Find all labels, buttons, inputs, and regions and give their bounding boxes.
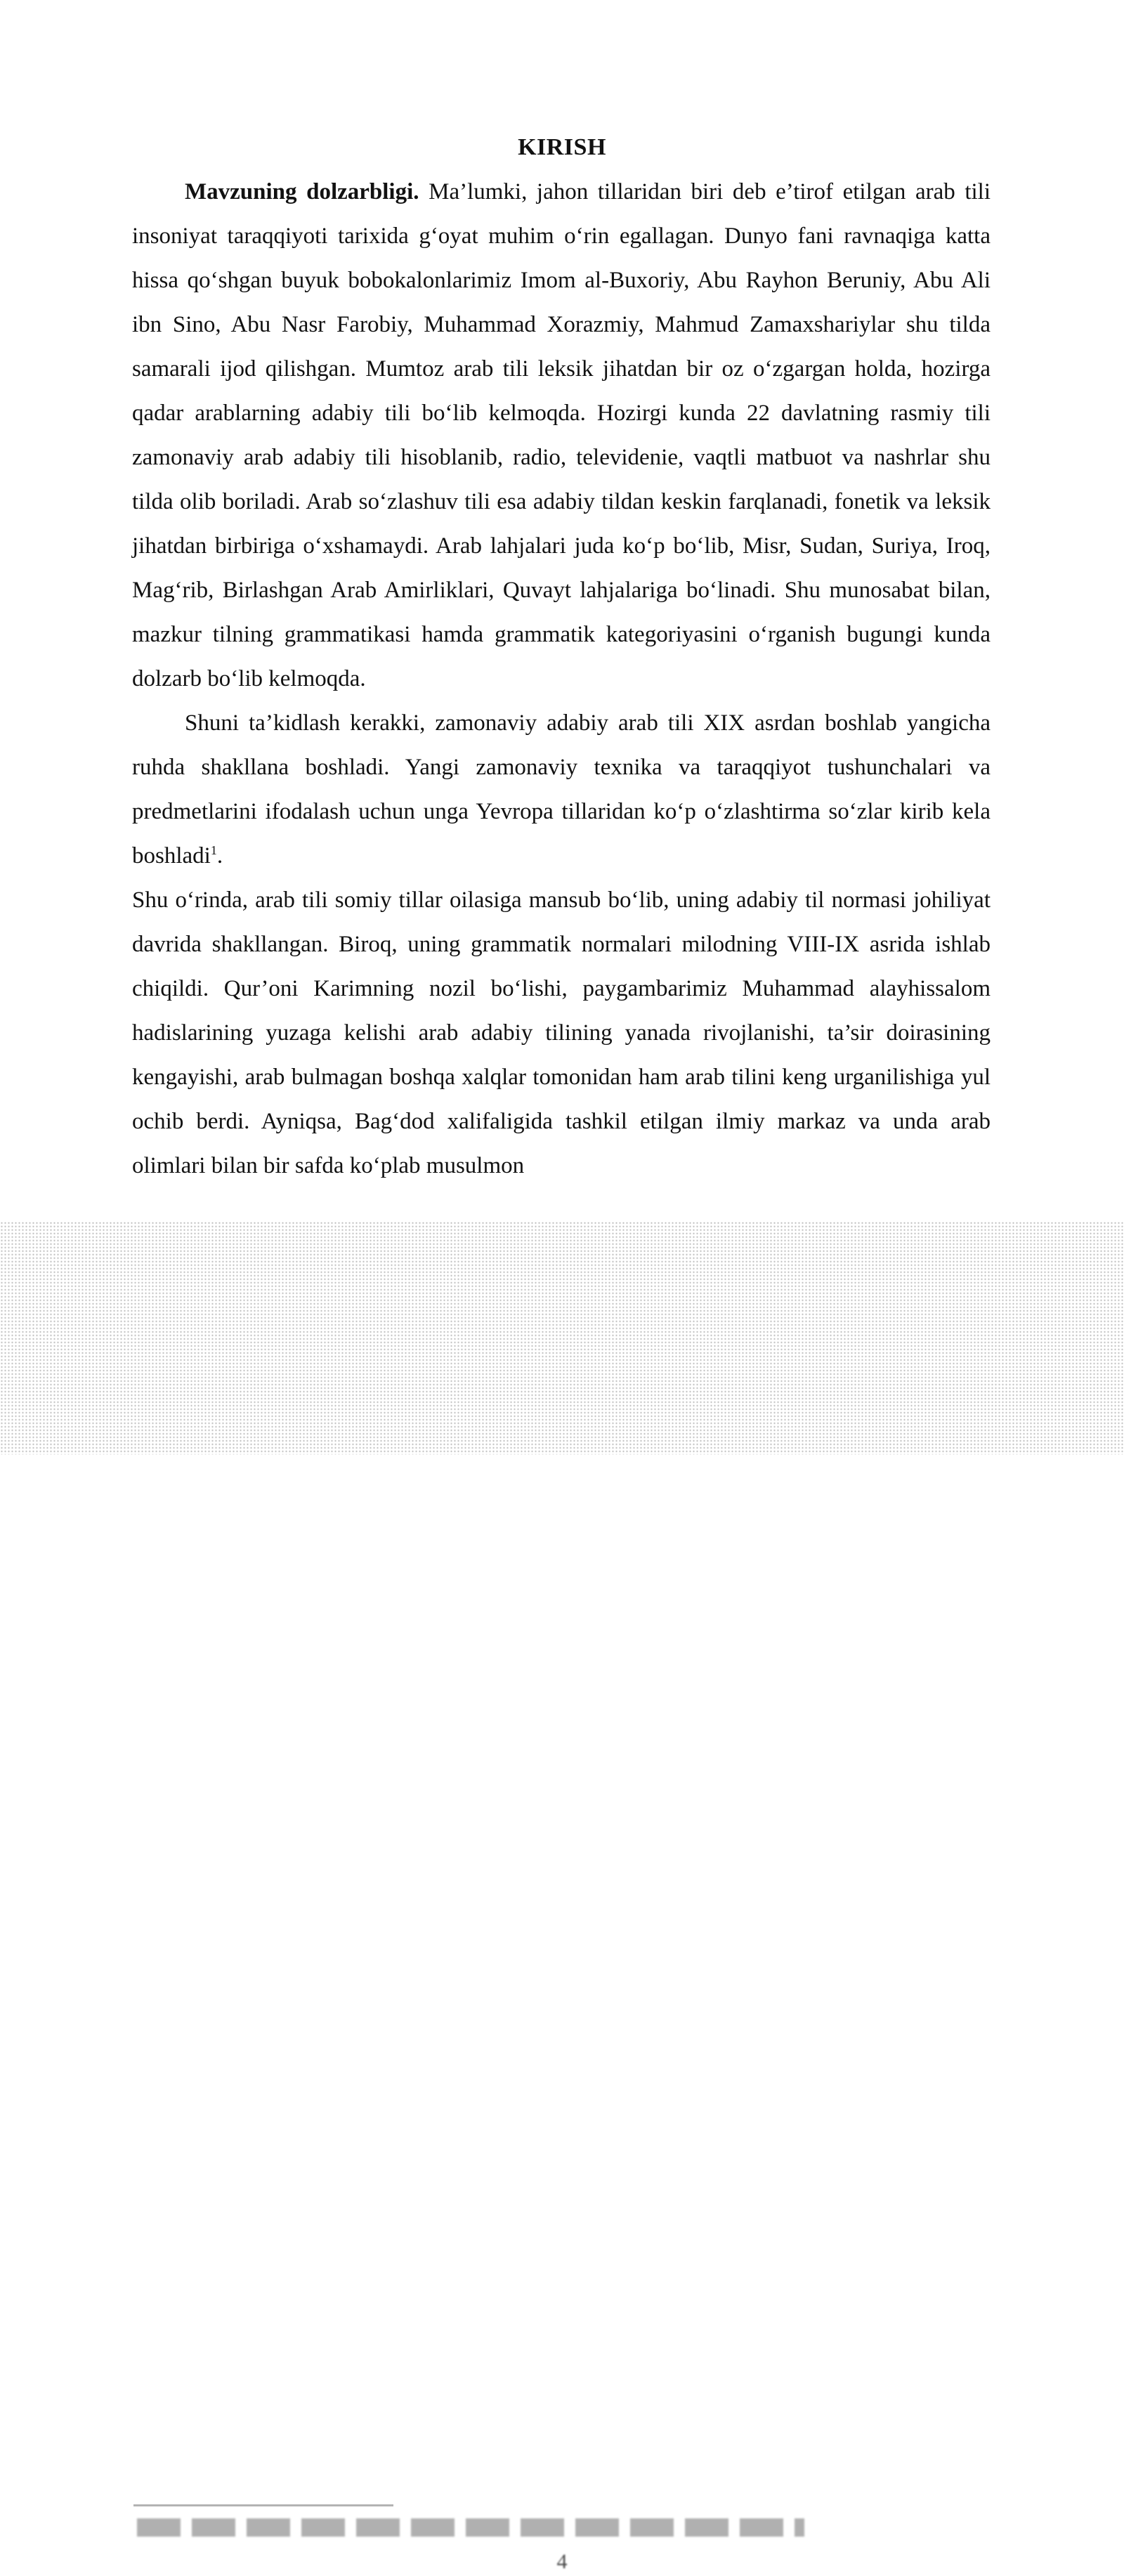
page-bottom-overlay xyxy=(0,1221,1124,2573)
paragraph-modern-arabic xyxy=(132,701,991,878)
section-heading: KIRISH xyxy=(518,134,606,160)
footnote-text-blurred xyxy=(137,2518,804,2537)
paragraph-text: Shuni ta’kidlash kerakki, zamonaviy adabiy arab tili XIX asrdan boshlab yangicha ruhda shakllana boshladi. Yangi zamonaviy texnika va taraqqiyot tushunchalari va predmetlarini ifodalash uchun unga Yevropa tillaridan ko‘p o‘zlashtirma so‘zlar kirib kela boshladi xyxy=(132,710,991,869)
paragraph-semitic xyxy=(132,878,991,1188)
footnote-reference[interactable]: 1 xyxy=(210,843,217,857)
paragraph-tail: . xyxy=(216,843,223,869)
page-number: 4 xyxy=(556,2550,568,2573)
paragraph-text: Shu o‘rinda, arab tili somiy tillar oilasiga mansub bo‘lib, uning adabiy til normasi johiliyat davrida shakllangan. Biroq, uning grammatik normalari milodning VIII-IX asrida ishlab chiqildi. Qur’oni Karimning nozil bo‘lishi, paygambarimiz Muhammad alayhissalom hadislarining yuzaga kelishi arab adabiy tilining yanada rivojlanishi, ta’sir doirasining kengayishi, arab bulmagan boshqa xalqlar tomonidan ham arab tilini keng urganilishiga yul ochib berdi. Ayniqsa, Bag‘dod xalifaligida tashkil etilgan ilmiy markaz va unda arab olimlari bilan bir safda ko‘plab musulmon xyxy=(132,887,991,1178)
paragraph-lead: Mavzuning dolzarbligi. xyxy=(185,179,419,204)
paragraph-text: Ma’lumki, jahon tillaridan biri deb e’tirof etilgan arab tili insoniyat taraqqiyoti tarixida g‘oyat muhim o‘rin egallagan. Dunyo fani ravnaqiga katta hissa qo‘shgan buyuk bobokalonlarimiz Imom al-Buxoriy, Abu Rayhon Beruniy, Abu Ali ibn Sino, Abu Nasr Farobiy, Muhammad Xorazmiy, Mahmud Zamaxshariylar shu tilda samarali ijod qilishgan. Mumtoz arab tili leksik jihatdan bir oz o‘zgargan holda, hozirga qadar arablarning adabiy tili bo‘lib kelmoqda. Hozirgi kunda 22 davlatning rasmiy tili zamonaviy arab adabiy tili hisoblanib, radio, televidenie, vaqtli matbuot va nashrlar shu tilda olib boriladi. Arab so‘zlashuv tili esa adabiy tildan keskin farqlanadi, fonetik va leksik jihatdan birbiriga o‘xshamaydi. Arab lahjalari juda ko‘p bo‘lib, Misr, Sudan, Suriya, Iroq, Mag‘rib, Birlashgan Arab Amirliklari, Quvayt lahjalariga bo‘linadi. Shu munosabat bilan, mazkur tilning grammatikasi hamda grammatik kategoriyasini o‘rganish bugungi kunda dolzarb bo‘lib kelmoqda. xyxy=(132,179,991,691)
body-text xyxy=(132,170,991,1188)
paragraph-relevance xyxy=(132,170,991,701)
footnote-separator xyxy=(133,2504,393,2506)
